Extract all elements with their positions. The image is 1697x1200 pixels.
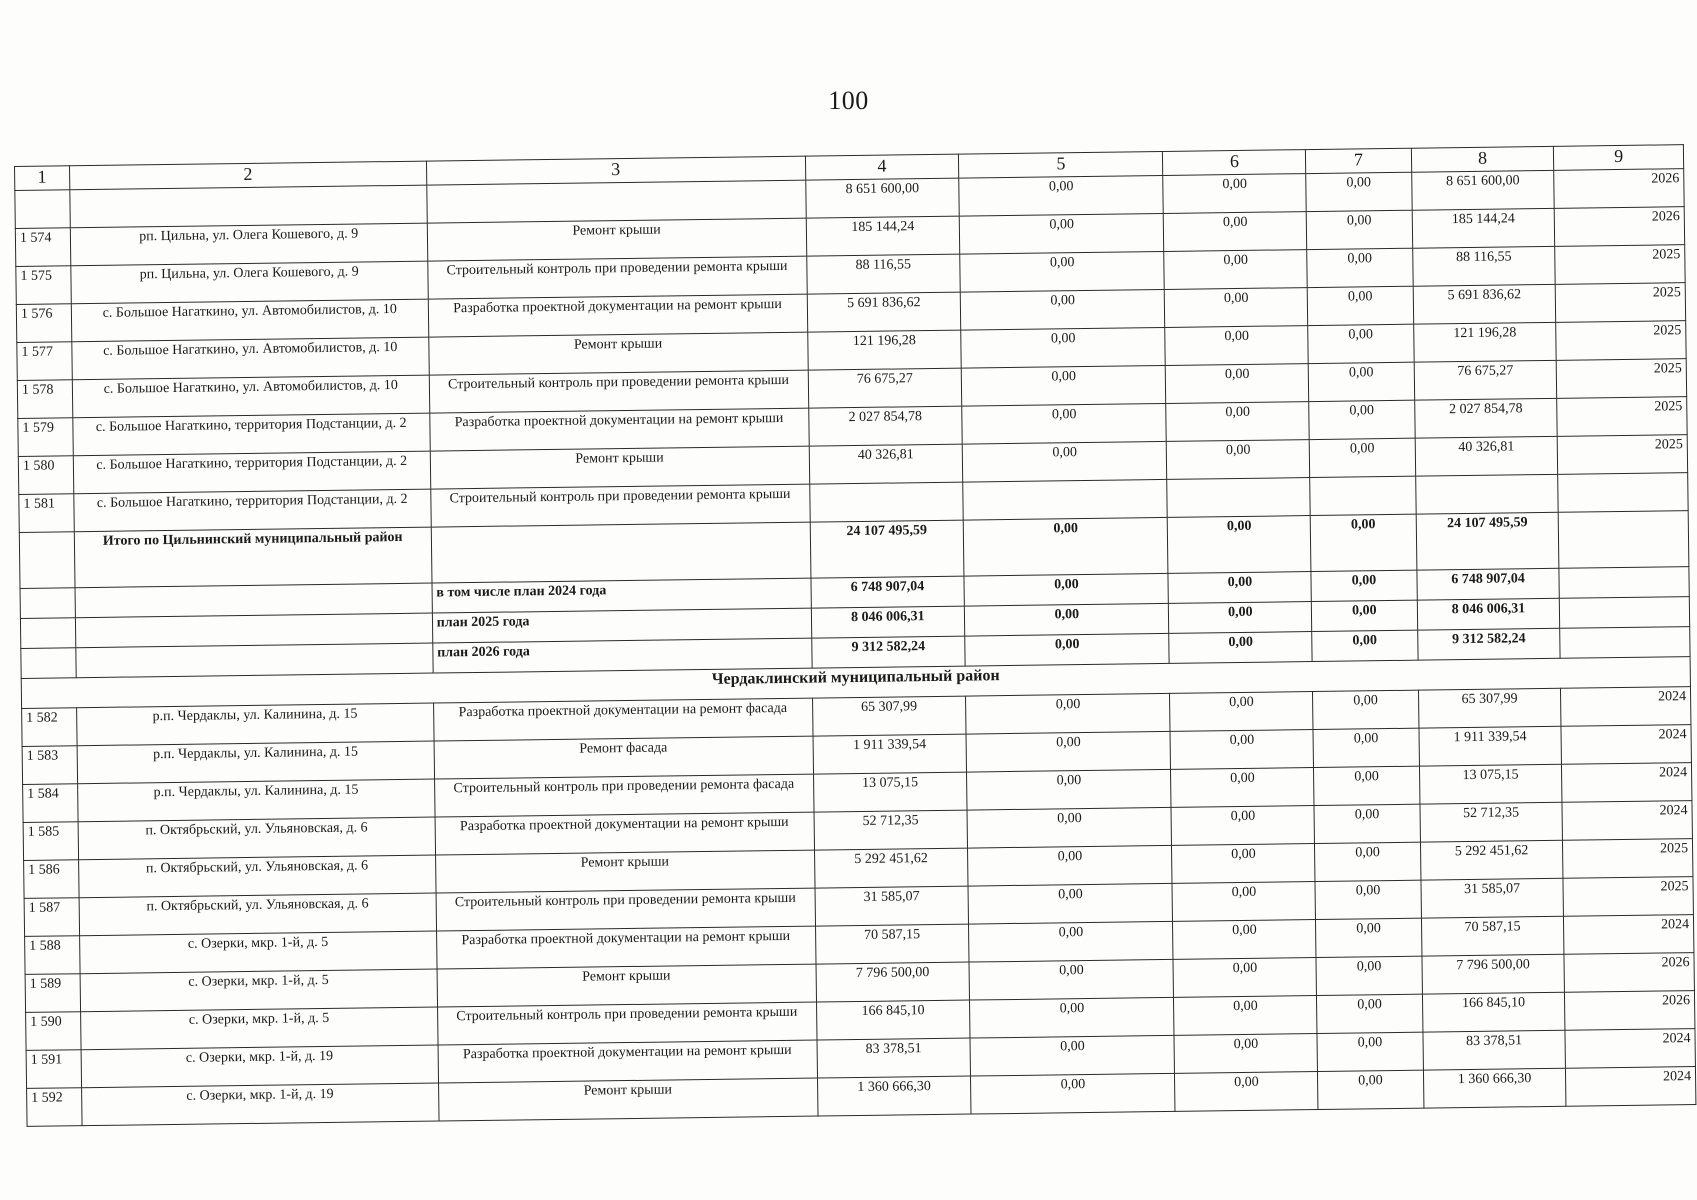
year-cell: 2025: [1556, 321, 1686, 361]
row-number: 1 575: [16, 266, 71, 305]
amount-col6-cell: 0,00: [1170, 692, 1313, 732]
plan-col8-cell: 8 046 006,31: [1417, 598, 1560, 630]
row-number: 1 588: [25, 936, 80, 975]
amount-col7-cell: 0,00: [1313, 728, 1419, 767]
amount-col6-cell: 0,00: [1172, 882, 1315, 922]
total-col6-cell: 0,00: [1168, 516, 1311, 574]
row-number: 1 578: [17, 380, 72, 419]
plan-col6-cell: 0,00: [1168, 572, 1311, 604]
amount-col6-cell: 0,00: [1175, 1072, 1318, 1112]
work-type-cell: Разработка проектной документации на ремонт фасада: [433, 698, 812, 741]
address-cell: рп. Цильна, ул. Олега Кошевого, д. 9: [71, 261, 428, 304]
address-cell: с. Озерки, мкр. 1-й, д. 5: [80, 1007, 437, 1050]
plan-amount-cell: 9 312 582,24: [811, 636, 965, 668]
work-type-cell: Строительный контроль при проведении ремонта фасада: [434, 774, 813, 817]
amount-col6-cell: 0,00: [1163, 174, 1306, 214]
work-type-cell: Строительный контроль при проведении ремонта крыши: [437, 1002, 816, 1045]
year-cell: 2025: [1557, 359, 1687, 399]
work-type-cell: Ремонт крыши: [435, 850, 814, 893]
amount-col5-cell: 0,00: [961, 365, 1166, 406]
work-type-cell: Строительный контроль при проведении ремонта крыши: [436, 888, 815, 931]
amount-col6-cell: 0,00: [1174, 996, 1317, 1036]
work-type-cell: Разработка проектной документации на ремонт крыши: [430, 408, 809, 451]
column-number: 5: [959, 151, 1164, 178]
amount-col5-cell: 0,00: [961, 327, 1166, 368]
year-cell: 2025: [1563, 877, 1693, 917]
table-body: [15, 145, 1696, 1127]
amount-col5-cell: 0,00: [969, 959, 1174, 1000]
amount-total-cell: 1 360 666,30: [817, 1076, 971, 1116]
amount-total-cell: 52 712,35: [814, 810, 968, 850]
amount-col5-cell: 0,00: [962, 441, 1167, 482]
amount-col6-cell: 0,00: [1170, 730, 1313, 770]
empty-cell: [1560, 597, 1690, 629]
work-type-cell: Ремонт крыши: [437, 964, 816, 1007]
year-cell: [1558, 473, 1688, 513]
amount-total-cell: 2 027 854,78: [808, 406, 962, 446]
row-number: 1 580: [18, 456, 73, 495]
total-amount-cell: 24 107 495,59: [810, 520, 964, 578]
address-cell: с. Озерки, мкр. 1-й, д. 19: [81, 1045, 438, 1088]
amount-total-cell: 13 075,15: [813, 772, 967, 812]
address-cell: р.п. Чердаклы, ул. Калинина, д. 15: [77, 741, 434, 784]
work-type-cell: Разработка проектной документации на ремонт крыши: [438, 1040, 817, 1083]
work-type-cell: Ремонт крыши: [429, 332, 808, 375]
amount-col8-cell: 40 326,81: [1415, 436, 1558, 476]
amount-total-cell: 7 796 500,00: [816, 962, 970, 1002]
amount-col6-cell: 0,00: [1171, 768, 1314, 808]
empty-cell: [75, 583, 432, 618]
row-number: 1 574: [15, 228, 70, 267]
amount-col7-cell: 0,00: [1316, 956, 1422, 995]
plan-col8-cell: 6 748 907,04: [1417, 568, 1560, 600]
amount-col5-cell: 0,00: [968, 883, 1173, 924]
plan-col7-cell: 0,00: [1312, 630, 1418, 661]
amount-col8-cell: 65 307,99: [1418, 688, 1561, 728]
address-cell: с. Озерки, мкр. 1-й, д. 5: [79, 931, 436, 974]
row-number: 1 591: [26, 1050, 81, 1089]
address-cell: р.п. Чердаклы, ул. Калинина, д. 15: [76, 703, 433, 746]
amount-col6-cell: 0,00: [1165, 288, 1308, 328]
amount-total-cell: 88 116,55: [806, 254, 960, 294]
amount-col5-cell: 0,00: [968, 845, 1173, 886]
work-type-cell: Строительный контроль при проведении ремонта крыши: [428, 256, 807, 299]
year-cell: 2026: [1565, 991, 1695, 1031]
amount-col8-cell: 76 675,27: [1414, 360, 1557, 400]
amount-col5-cell: 0,00: [971, 1073, 1176, 1114]
work-type-cell: [427, 180, 806, 223]
year-cell: 2026: [1555, 207, 1685, 247]
address-cell: с. Большое Нагаткино, территория Подстанции, д. 2: [74, 489, 431, 532]
empty-cell: [431, 522, 811, 583]
amount-col7-cell: 0,00: [1315, 880, 1421, 919]
amount-col5-cell: 0,00: [970, 1035, 1175, 1076]
empty-cell: [1560, 627, 1690, 659]
year-cell: 2024: [1564, 915, 1694, 955]
plan-col5-cell: 0,00: [964, 573, 1169, 606]
plan-label: в том числе план 2024 года: [432, 578, 811, 613]
address-cell: с. Большое Нагаткино, ул. Автомобилистов, д. 10: [71, 299, 428, 342]
total-col7-cell: 0,00: [1310, 514, 1416, 571]
amount-total-cell: 1 911 339,54: [813, 734, 967, 774]
row-number: 1 592: [27, 1088, 82, 1127]
amount-total-cell: 70 587,15: [815, 924, 969, 964]
amount-col6-cell: 0,00: [1164, 212, 1307, 252]
amount-col6-cell: 0,00: [1172, 844, 1315, 884]
year-cell: 2024: [1561, 687, 1691, 727]
amount-total-cell: [809, 482, 963, 522]
plan-col7-cell: 0,00: [1311, 570, 1417, 601]
amount-col5-cell: 0,00: [969, 921, 1174, 962]
amount-total-cell: 8 651 600,00: [805, 178, 959, 218]
row-number: 1 590: [26, 1012, 81, 1051]
row-number: [15, 190, 70, 229]
district-total-title: Итого по Цильнинский муниципальный район: [74, 527, 432, 588]
column-number: 7: [1306, 148, 1412, 173]
amount-col8-cell: 5 292 451,62: [1420, 840, 1563, 880]
plan-col7-cell: 0,00: [1312, 600, 1418, 631]
column-number: 4: [805, 154, 959, 180]
work-type-cell: Ремонт крыши: [438, 1078, 817, 1121]
year-cell: 2024: [1562, 801, 1692, 841]
year-cell: 2026: [1564, 953, 1694, 993]
capital-repair-table: [14, 144, 1696, 1127]
work-type-cell: Разработка проектной документации на ремонт крыши: [436, 926, 815, 969]
amount-total-cell: 40 326,81: [809, 444, 963, 484]
row-number: 1 586: [24, 860, 79, 899]
plan-col6-cell: 0,00: [1169, 602, 1312, 634]
amount-col7-cell: 0,00: [1314, 766, 1420, 805]
amount-col8-cell: 52 712,35: [1420, 802, 1563, 842]
amount-col8-cell: 70 587,15: [1421, 916, 1564, 956]
amount-col7-cell: 0,00: [1307, 248, 1413, 287]
column-number: 1: [15, 166, 70, 191]
amount-col7-cell: 0,00: [1313, 690, 1419, 729]
amount-total-cell: 185 144,24: [806, 216, 960, 256]
work-type-cell: Строительный контроль при проведении ремонта крыши: [429, 370, 808, 413]
empty-cell: [1559, 567, 1689, 599]
plan-label: план 2026 года: [433, 638, 812, 673]
amount-col5-cell: 0,00: [960, 213, 1165, 254]
amount-col7-cell: 0,00: [1306, 210, 1412, 249]
amount-col6-cell: 0,00: [1164, 250, 1307, 290]
amount-col7-cell: 0,00: [1309, 400, 1415, 439]
address-cell: р.п. Чердаклы, ул. Калинина, д. 15: [77, 779, 434, 822]
empty-cell: [19, 532, 75, 589]
amount-col7-cell: 0,00: [1315, 842, 1421, 881]
work-type-cell: Ремонт крыши: [427, 218, 806, 261]
amount-col5-cell: 0,00: [967, 769, 1172, 810]
address-cell: с. Большое Нагаткино, ул. Автомобилистов, д. 10: [72, 337, 429, 380]
work-type-cell: Ремонт крыши: [430, 446, 809, 489]
amount-col8-cell: 2 027 854,78: [1414, 398, 1557, 438]
amount-col8-cell: 83 378,51: [1423, 1030, 1566, 1070]
amount-col8-cell: 88 116,55: [1412, 246, 1555, 286]
amount-col8-cell: 1 360 666,30: [1423, 1068, 1566, 1108]
amount-col8-cell: 8 651 600,00: [1411, 170, 1554, 210]
year-cell: 2025: [1558, 435, 1688, 475]
address-cell: с. Большое Нагаткино, ул. Автомобилистов, д. 10: [72, 375, 429, 418]
row-number: 1 577: [17, 342, 72, 381]
work-type-cell: Разработка проектной документации на ремонт крыши: [428, 294, 807, 337]
amount-col5-cell: 0,00: [970, 997, 1175, 1038]
column-number: 6: [1163, 150, 1306, 176]
row-number: 1 582: [22, 708, 77, 747]
amount-col8-cell: 5 691 836,62: [1413, 284, 1556, 324]
amount-col7-cell: [1310, 476, 1416, 515]
amount-total-cell: 76 675,27: [808, 368, 962, 408]
address-cell: с. Большое Нагаткино, территория Подстанции, д. 2: [73, 413, 430, 456]
plan-amount-cell: 8 046 006,31: [811, 606, 965, 638]
empty-cell: [76, 643, 433, 678]
plan-col8-cell: 9 312 582,24: [1417, 628, 1560, 660]
address-cell: п. Октябрьский, ул. Ульяновская, д. 6: [79, 893, 436, 936]
column-number: 8: [1411, 146, 1554, 172]
amount-col7-cell: 0,00: [1309, 438, 1415, 477]
row-number: 1 587: [24, 898, 79, 937]
amount-col8-cell: 166 845,10: [1422, 992, 1565, 1032]
section-title: Чердаклинский муниципальный район: [21, 657, 1690, 709]
year-cell: 2025: [1556, 283, 1686, 323]
work-type-cell: Строительный контроль при проведении ремонта крыши: [430, 484, 809, 527]
amount-col7-cell: 0,00: [1306, 172, 1412, 211]
amount-col8-cell: 185 144,24: [1412, 208, 1555, 248]
empty-cell: [75, 613, 432, 648]
amount-col7-cell: 0,00: [1314, 804, 1420, 843]
amount-col6-cell: [1167, 478, 1310, 518]
year-cell: 2025: [1557, 397, 1687, 437]
year-cell: 2026: [1554, 169, 1684, 209]
total-col5-cell: 0,00: [963, 517, 1168, 576]
address-cell: [70, 185, 427, 228]
amount-total-cell: 5 691 836,62: [807, 292, 961, 332]
amount-col6-cell: 0,00: [1166, 364, 1309, 404]
amount-col5-cell: 0,00: [966, 731, 1171, 772]
address-cell: рп. Цильна, ул. Олега Кошевого, д. 9: [70, 223, 427, 266]
plan-label: план 2025 года: [432, 608, 811, 643]
address-cell: п. Октябрьский, ул. Ульяновская, д. 6: [78, 817, 435, 860]
amount-col7-cell: 0,00: [1317, 1032, 1423, 1071]
register-sheet: [14, 144, 1696, 1127]
amount-col5-cell: 0,00: [960, 251, 1165, 292]
amount-col8-cell: 31 585,07: [1421, 878, 1564, 918]
year-cell: 2024: [1566, 1067, 1696, 1107]
amount-col5-cell: 0,00: [967, 807, 1172, 848]
row-number: 1 589: [25, 974, 80, 1013]
address-cell: с. Большое Нагаткино, территория Подстанции, д. 2: [73, 451, 430, 494]
amount-col6-cell: 0,00: [1173, 958, 1316, 998]
page-number: 100: [828, 86, 869, 115]
column-number: 3: [426, 156, 805, 185]
column-number: 9: [1554, 145, 1684, 171]
year-cell: 2024: [1562, 763, 1692, 803]
amount-col7-cell: 0,00: [1307, 286, 1413, 325]
empty-cell: [20, 588, 75, 619]
work-type-cell: Разработка проектной документации на ремонт крыши: [435, 812, 814, 855]
year-cell: 2025: [1563, 839, 1693, 879]
amount-col5-cell: 0,00: [960, 289, 1165, 330]
amount-col6-cell: 0,00: [1167, 440, 1310, 480]
amount-col8-cell: 1 911 339,54: [1419, 726, 1562, 766]
amount-col7-cell: 0,00: [1308, 362, 1414, 401]
amount-col7-cell: 0,00: [1317, 994, 1423, 1033]
total-col8-cell: 24 107 495,59: [1416, 512, 1559, 570]
amount-col6-cell: 0,00: [1166, 402, 1309, 442]
plan-col5-cell: 0,00: [965, 633, 1170, 666]
row-number: 1 579: [18, 418, 73, 457]
row-number: 1 581: [19, 494, 74, 533]
amount-total-cell: 31 585,07: [815, 886, 969, 926]
amount-col5-cell: 0,00: [962, 403, 1167, 444]
amount-col7-cell: 0,00: [1316, 918, 1422, 957]
empty-cell: [21, 648, 76, 679]
amount-total-cell: 65 307,99: [812, 696, 966, 736]
amount-col8-cell: 7 796 500,00: [1422, 954, 1565, 994]
address-cell: п. Октябрьский, ул. Ульяновская, д. 6: [78, 855, 435, 898]
plan-col5-cell: 0,00: [965, 603, 1170, 636]
plan-col6-cell: 0,00: [1169, 632, 1312, 664]
amount-total-cell: 166 845,10: [816, 1000, 970, 1040]
empty-cell: [20, 618, 75, 649]
column-number: 2: [69, 161, 426, 190]
row-number: 1 585: [23, 822, 78, 861]
plan-amount-cell: 6 748 907,04: [811, 576, 965, 608]
amount-col5-cell: 0,00: [966, 693, 1171, 734]
amount-total-cell: 121 196,28: [807, 330, 961, 370]
amount-col7-cell: 0,00: [1318, 1070, 1424, 1109]
amount-total-cell: 5 292 451,62: [814, 848, 968, 888]
row-number: 1 584: [23, 784, 78, 823]
empty-cell: [1559, 511, 1689, 569]
year-cell: 2024: [1565, 1029, 1695, 1069]
work-type-cell: Ремонт фасада: [434, 736, 813, 779]
address-cell: с. Озерки, мкр. 1-й, д. 19: [81, 1083, 438, 1126]
amount-col6-cell: 0,00: [1165, 326, 1308, 366]
amount-col6-cell: 0,00: [1171, 806, 1314, 846]
amount-col6-cell: 0,00: [1174, 1034, 1317, 1074]
amount-col8-cell: [1415, 474, 1558, 514]
amount-col8-cell: 13 075,15: [1419, 764, 1562, 804]
row-number: 1 576: [16, 304, 71, 343]
amount-col5-cell: 0,00: [959, 175, 1164, 216]
year-cell: 2025: [1555, 245, 1685, 285]
address-cell: с. Озерки, мкр. 1-й, д. 5: [80, 969, 437, 1012]
amount-col8-cell: 121 196,28: [1413, 322, 1556, 362]
amount-col7-cell: 0,00: [1308, 324, 1414, 363]
amount-col6-cell: 0,00: [1173, 920, 1316, 960]
year-cell: 2024: [1561, 725, 1691, 765]
amount-total-cell: 83 378,51: [817, 1038, 971, 1078]
amount-col5-cell: [963, 479, 1168, 520]
row-number: 1 583: [22, 746, 77, 785]
